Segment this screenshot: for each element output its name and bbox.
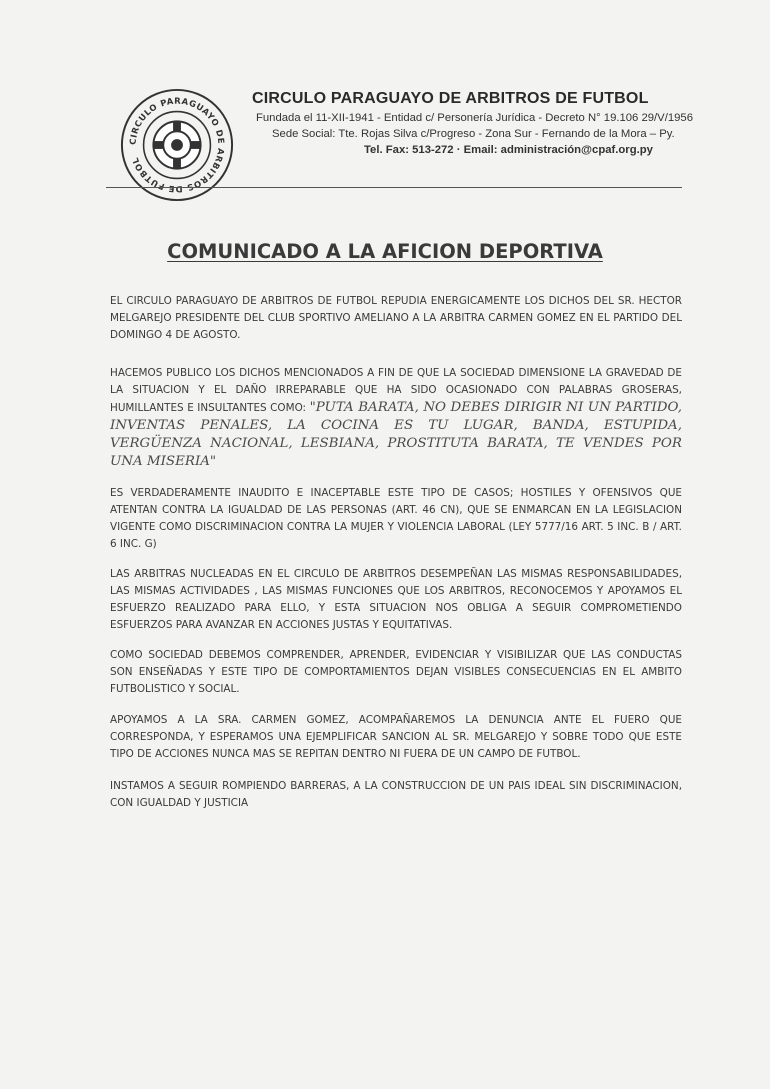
- paragraph-legal: ES VERDADERAMENTE INAUDITO E INACEPTABLE ESTE TIPO DE CASOS; HOSTILES Y OFENSIVOS QUE ATENTAN CONTRA LA IGUALDAD DE LAS PERSONAS (ART. 46 CN), QUE SE ENMARCAN EN LA LEGISLACION VIGENTE COMO DISCRIMINACION CONTRA LA MUJER Y VIOLENCIA LABORAL (LEY 5777/16 ART. 5 INC. B / ART. 6 INC. G): [110, 487, 682, 550]
- header-divider: [106, 187, 682, 188]
- paragraph-support: APOYAMOS A LA SRA. CARMEN GOMEZ, ACOMPAÑAREMOS LA DENUNCIA ANTE EL FUERO QUE CORRESPONDA, Y ESPERAMOS UNA EJEMPLIFICAR SANCION AL SR. MELGAREJO Y SOBRE TODO QUE ESTE TIPO DE ACCIONES NUNCA MAS SE REPITAN DENTRO NI FUERA DE UN CAMPO DE FUTBOL.: [110, 714, 682, 760]
- paragraph-closing: INSTAMOS A SEGUIR ROMPIENDO BARRERAS, A LA CONSTRUCCION DE UN PAIS IDEAL SIN DISCRIMINACION, CON IGUALDAD Y JUSTICIA: [110, 780, 682, 809]
- org-name: CIRCULO PARAGUAYO DE ARBITROS DE FUTBOL: [252, 90, 649, 107]
- svg-text:CIRCULO PARAGUAYO DE ARBITROS: CIRCULO PARAGUAYO DE ARBITROS DE FUTBOL: [127, 95, 227, 195]
- paragraph-public-statement: [110, 365, 682, 471]
- headquarters-address: Sede Social: Tte. Rojas Silva c/Progreso - Zona Sur - Fernando de la Mora – Py.: [272, 128, 675, 140]
- paragraph-lead: HACEMOS PUBLICO LOS DICHOS MENCIONADOS A FIN DE QUE LA SOCIEDAD DIMENSIONE LA GRAVEDAD DE LA SITUACION Y EL DAÑO IRREPARABLE QUE HA SIDO OCASIONADO CON PALABRAS GROSERAS, HUMILLANTES E INSULTANTES COMO:: [110, 367, 682, 414]
- founding-details: Fundada el 11-XII-1941 - Entidad c/ Personería Jurídica - Decreto N° 19.106 29/V/1956: [256, 112, 693, 124]
- paragraph-female-referees: LAS ARBITRAS NUCLEADAS EN EL CIRCULO DE ARBITROS DESEMPEÑAN LAS MISMAS RESPONSABILIDADES, LAS MISMAS ACTIVIDADES , LAS MISMAS FUNCIONES QUE LOS ARBITROS, RECONOCEMOS Y APOYAMOS EL ESFUERZO REALIZADO PARA ELLO, Y ESTA SITUACION NOS OBLIGA A SEGUIR COMPROMETIENDO ESFUERZOS PARA AVANZAR EN ACCIONES JUSTAS Y EQUITATIVAS.: [110, 568, 682, 631]
- document-title: COMUNICADO A LA AFICION DEPORTIVA: [167, 240, 603, 263]
- quoted-insults: "PUTA BARATA, NO DEBES DIRIGIR NI UN PARTIDO, INVENTAS PENALES, LA COCINA ES TU LUGAR, BANDA, ESTUPIDA, VERGÜENZA NACIONAL, LESBIANA, PROSTITUTA BARATA, TE VENDES POR UNA MISERIA": [110, 400, 682, 469]
- paragraph-society: COMO SOCIEDAD DEBEMOS COMPRENDER, APRENDER, EVIDENCIAR Y VISIBILIZAR QUE LAS CONDUCTAS SON ENSEÑADAS Y ESTE TIPO DE COMPORTAMIENTOS DEJAN VISIBLES CONSECUENCIAS EN EL AMBITO FUTBOLISTICO Y SOCIAL.: [110, 649, 682, 695]
- paragraph-repudiation: EL CIRCULO PARAGUAYO DE ARBITROS DE FUTBOL REPUDIA ENERGICAMENTE LOS DICHOS DEL SR. HECTOR MELGAREJO PRESIDENTE DEL CLUB SPORTIVO AMELIANO A LA ARBITRA CARMEN GOMEZ EN EL PARTIDO DEL DOMINGO 4 DE AGOSTO.: [110, 295, 682, 341]
- contact-info: Tel. Fax: 513-272 · Email: administración@cpaf.org.py: [364, 144, 653, 156]
